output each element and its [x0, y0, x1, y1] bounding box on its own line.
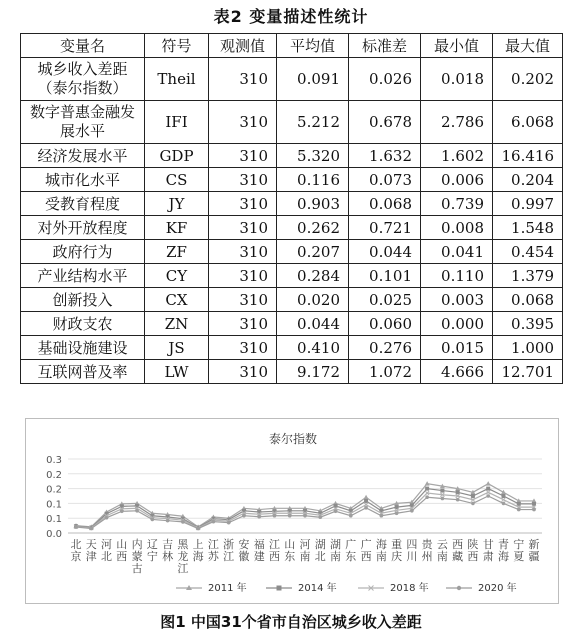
cell-min: 2.786: [421, 101, 493, 144]
data-point: [440, 489, 444, 493]
data-point: [486, 487, 490, 491]
data-point: [227, 521, 231, 525]
cell-sd: 0.025: [349, 288, 421, 312]
column-header: 变量名: [21, 34, 145, 58]
cell-symbol: GDP: [145, 144, 209, 168]
cell-min: 0.015: [421, 336, 493, 360]
cell-n: 310: [209, 360, 277, 384]
data-point: [410, 509, 414, 513]
data-point: [364, 499, 368, 503]
cell-symbol: CY: [145, 264, 209, 288]
cell-min: 0.041: [421, 240, 493, 264]
cell-max: 0.204: [493, 168, 563, 192]
table-row: [21, 264, 563, 288]
cell-name: 受教育程度: [21, 192, 145, 216]
cell-sd: 0.721: [349, 216, 421, 240]
table-row: [21, 216, 563, 240]
x-tick-label: 北京: [70, 538, 82, 563]
cell-name: 城乡收入差距（泰尔指数）: [21, 58, 145, 101]
x-tick-label: 黑龙江: [177, 538, 189, 575]
column-header: 最小值: [421, 34, 493, 58]
column-header: 最大值: [493, 34, 563, 58]
legend-marker: [277, 586, 282, 591]
x-tick-label: 江苏: [207, 538, 219, 563]
column-header: 符号: [145, 34, 209, 58]
data-point: [486, 481, 491, 486]
y-tick-label: 0.1: [46, 514, 62, 526]
cell-name: 互联网普及率: [21, 360, 145, 384]
data-point: [501, 498, 505, 502]
data-point: [196, 527, 200, 531]
cell-mean: 5.320: [277, 144, 349, 168]
x-tick-label: 贵州: [421, 538, 433, 563]
x-tick-label: 内蒙古: [131, 538, 143, 575]
cell-n: 310: [209, 336, 277, 360]
cell-min: 0.018: [421, 58, 493, 101]
column-header: 观测值: [209, 34, 277, 58]
table-row: [21, 288, 563, 312]
cell-sd: 0.073: [349, 168, 421, 192]
cell-max: 0.997: [493, 192, 563, 216]
cell-symbol: Theil: [145, 58, 209, 101]
data-point: [364, 506, 368, 510]
cell-max: 0.068: [493, 288, 563, 312]
data-point: [501, 490, 506, 495]
cell-sd: 0.060: [349, 312, 421, 336]
descriptive-stats-table: [20, 33, 563, 384]
table-title: 表2 变量描述性统计: [213, 7, 369, 26]
data-point: [425, 487, 429, 491]
cell-n: 310: [209, 101, 277, 144]
data-point: [89, 527, 93, 531]
y-tick-label: 0.2: [46, 484, 62, 496]
cell-name: 数字普惠金融发展水平: [21, 101, 145, 144]
cell-n: 310: [209, 144, 277, 168]
cell-name: 对外开放程度: [21, 216, 145, 240]
theil-index-chart: [25, 418, 559, 604]
cell-max: 6.068: [493, 101, 563, 144]
cell-name: 创新投入: [21, 288, 145, 312]
data-point: [380, 514, 384, 518]
x-tick-label: 重庆: [391, 538, 403, 563]
data-point: [151, 518, 155, 522]
data-point: [471, 494, 475, 498]
cell-n: 310: [209, 216, 277, 240]
data-point: [501, 494, 505, 498]
data-point: [395, 511, 399, 515]
x-tick-label: 广东: [345, 538, 357, 563]
cell-n: 310: [209, 264, 277, 288]
cell-mean: 0.410: [277, 336, 349, 360]
data-point: [456, 490, 460, 494]
data-point: [517, 508, 521, 512]
x-tick-label: 云南: [436, 538, 448, 563]
column-header: 标准差: [349, 34, 421, 58]
data-point: [181, 520, 185, 524]
cell-max: 1.000: [493, 336, 563, 360]
cell-sd: 1.072: [349, 360, 421, 384]
cell-min: 0.003: [421, 288, 493, 312]
x-tick-label: 天津: [85, 538, 97, 563]
y-tick-label: 0.0: [46, 529, 62, 540]
x-tick-label: 浙江: [223, 538, 235, 563]
cell-max: 0.395: [493, 312, 563, 336]
legend-label: 2014 年: [298, 583, 337, 594]
data-point: [105, 516, 109, 520]
cell-min: 0.739: [421, 192, 493, 216]
cell-mean: 0.044: [277, 312, 349, 336]
cell-n: 310: [209, 240, 277, 264]
cell-mean: 0.207: [277, 240, 349, 264]
x-tick-label: 安徽: [238, 538, 250, 563]
chart-title: 泰尔指数: [268, 432, 318, 446]
cell-symbol: JS: [145, 336, 209, 360]
x-tick-label: 甘肃: [482, 538, 494, 563]
data-point: [364, 495, 369, 500]
cell-symbol: CS: [145, 168, 209, 192]
cell-symbol: IFI: [145, 101, 209, 144]
x-tick-label: 宁夏: [513, 538, 525, 563]
cell-max: 0.202: [493, 58, 563, 101]
cell-n: 310: [209, 288, 277, 312]
cell-sd: 1.632: [349, 144, 421, 168]
cell-n: 310: [209, 58, 277, 101]
table-row: [21, 144, 563, 168]
cell-mean: 0.020: [277, 288, 349, 312]
x-tick-label: 四川: [406, 538, 418, 563]
cell-mean: 0.262: [277, 216, 349, 240]
data-point: [288, 514, 292, 518]
legend-label: 2018 年: [390, 583, 429, 594]
data-point: [242, 514, 246, 518]
cell-mean: 0.091: [277, 58, 349, 101]
table-row: [21, 168, 563, 192]
cell-min: 1.602: [421, 144, 493, 168]
data-point: [166, 519, 170, 523]
cell-n: 310: [209, 192, 277, 216]
cell-symbol: ZF: [145, 240, 209, 264]
data-point: [456, 498, 460, 502]
cell-symbol: CX: [145, 288, 209, 312]
data-point: [74, 525, 78, 529]
cell-sd: 0.026: [349, 58, 421, 101]
x-tick-label: 上海: [192, 538, 204, 563]
cell-mean: 9.172: [277, 360, 349, 384]
cell-name: 政府行为: [21, 240, 145, 264]
cell-sd: 0.044: [349, 240, 421, 264]
cell-min: 4.666: [421, 360, 493, 384]
cell-symbol: ZN: [145, 312, 209, 336]
data-point: [441, 497, 445, 501]
x-tick-label: 河北: [101, 538, 113, 563]
x-tick-label: 湖北: [314, 538, 326, 563]
data-point: [471, 502, 475, 506]
cell-sd: 0.276: [349, 336, 421, 360]
figure-caption: 图1 中国31个省市自治区城乡收入差距: [160, 613, 422, 631]
cell-name: 财政支农: [21, 312, 145, 336]
x-tick-label: 青海: [497, 538, 509, 563]
cell-min: 0.110: [421, 264, 493, 288]
cell-name: 城市化水平: [21, 168, 145, 192]
cell-n: 310: [209, 312, 277, 336]
cell-symbol: LW: [145, 360, 209, 384]
cell-max: 1.379: [493, 264, 563, 288]
x-tick-label: 陕西: [467, 538, 479, 563]
cell-mean: 0.903: [277, 192, 349, 216]
x-tick-label: 河南: [299, 538, 311, 563]
cell-max: 1.548: [493, 216, 563, 240]
chart-svg: [26, 419, 560, 605]
x-tick-label: 江西: [268, 538, 280, 563]
table-row: [21, 58, 563, 101]
table-row: [21, 240, 563, 264]
x-tick-label: 湖南: [330, 538, 342, 563]
data-point: [486, 494, 490, 498]
data-point: [257, 515, 261, 519]
data-point: [303, 514, 307, 518]
cell-symbol: KF: [145, 216, 209, 240]
x-tick-label: 山东: [284, 538, 296, 563]
y-tick-label: 0.2: [46, 469, 62, 481]
data-point: [349, 514, 353, 518]
table-row: [21, 336, 563, 360]
table-row: [21, 360, 563, 384]
cell-min: 0.000: [421, 312, 493, 336]
cell-sd: 0.101: [349, 264, 421, 288]
table-row: [21, 101, 563, 144]
cell-max: 0.454: [493, 240, 563, 264]
cell-mean: 0.116: [277, 168, 349, 192]
data-point: [212, 520, 216, 524]
y-tick-label: 0.1: [46, 499, 62, 511]
data-point: [486, 490, 490, 494]
x-tick-label: 福建: [253, 538, 265, 563]
x-tick-label: 新疆: [528, 538, 540, 563]
x-tick-label: 西藏: [452, 538, 464, 563]
table-row: [21, 192, 563, 216]
column-header: 平均值: [277, 34, 349, 58]
x-tick-label: 山西: [116, 538, 128, 563]
cell-mean: 5.212: [277, 101, 349, 144]
data-point: [318, 515, 322, 519]
data-point: [273, 514, 277, 518]
data-point: [135, 509, 139, 513]
cell-symbol: JY: [145, 192, 209, 216]
cell-max: 16.416: [493, 144, 563, 168]
cell-mean: 0.284: [277, 264, 349, 288]
data-point: [502, 502, 506, 506]
cell-name: 基础设施建设: [21, 336, 145, 360]
cell-name: 产业结构水平: [21, 264, 145, 288]
y-tick-label: 0.3: [46, 455, 62, 466]
data-point: [425, 495, 429, 499]
data-point: [120, 509, 124, 513]
data-point: [334, 509, 338, 513]
cell-min: 0.008: [421, 216, 493, 240]
data-point: [532, 508, 536, 512]
x-tick-label: 辽宁: [146, 538, 158, 563]
series-line: [76, 484, 534, 527]
x-tick-label: 海南: [375, 538, 387, 563]
legend-marker: [457, 586, 461, 590]
cell-sd: 0.678: [349, 101, 421, 144]
table-header-row: [21, 34, 563, 58]
x-tick-label: 广西: [360, 538, 372, 563]
x-tick-label: 吉林: [162, 538, 174, 563]
cell-sd: 0.068: [349, 192, 421, 216]
cell-n: 310: [209, 168, 277, 192]
legend-label: 2011 年: [208, 583, 247, 594]
table-row: [21, 312, 563, 336]
cell-min: 0.006: [421, 168, 493, 192]
cell-max: 12.701: [493, 360, 563, 384]
legend-label: 2020 年: [478, 583, 517, 594]
cell-name: 经济发展水平: [21, 144, 145, 168]
